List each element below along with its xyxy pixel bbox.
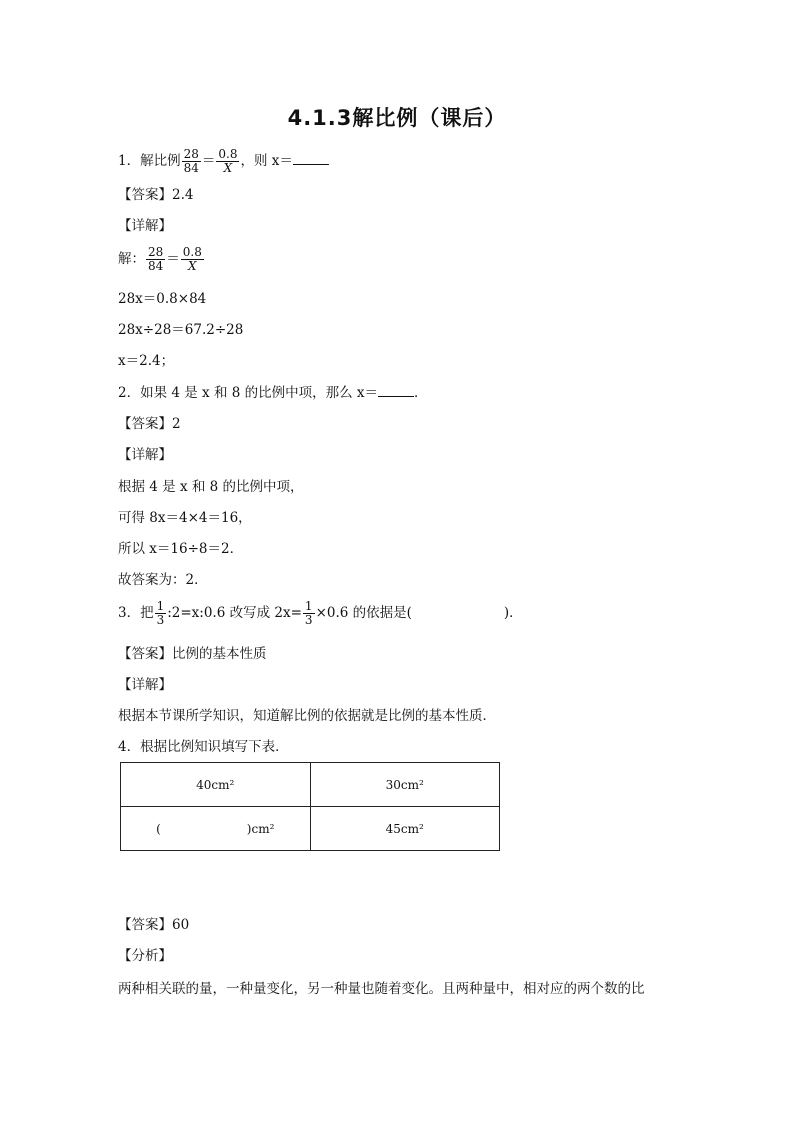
q1-detail-label: 【详解】 [118, 218, 172, 234]
page-title: 4.1.3解比例（课后） [287, 106, 507, 130]
q3-part-3: ×0.6 的依据是( [315, 605, 412, 621]
q4-analysis-text: 两种相关联的量，一种量变化，另一种量也随着变化。且两种量中，相对应的两个数的比 [118, 981, 645, 997]
q1-frac-left-num: 28 [183, 147, 199, 161]
q3-frac1-den: 3 [156, 613, 165, 627]
q3-fraction-2 [303, 600, 315, 627]
q1-solve-fraction-right [181, 246, 204, 273]
q1-answer-line [118, 186, 193, 204]
table-cell: 30cm² [310, 763, 500, 807]
q3-part-1: 3．把 [118, 605, 154, 621]
q1-solve-equals: ＝ [166, 251, 180, 267]
question-1 [118, 148, 329, 175]
q3-part-4: )． [503, 605, 523, 621]
q3-frac2-num: 1 [304, 599, 313, 613]
q1-solve-frac-right-den: X [188, 259, 197, 273]
q4-answer-value: 60 [172, 917, 190, 933]
q1-answer-label: 【答案】 [118, 187, 172, 203]
q1-step-2: 28x÷28＝67.2÷28 [118, 322, 244, 338]
q1-fraction-right [216, 148, 239, 175]
q1-solve-frac-left-num: 28 [148, 245, 164, 259]
q3-frac1-num: 1 [156, 599, 165, 613]
q3-detail-text: 根据本节课所学知识，知道解比例的依据就是比例的基本性质． [118, 708, 496, 724]
q1-frac-left-den: 84 [183, 161, 199, 175]
q2-text: 2．如果 4 是 x 和 8 的比例中项，那么 x＝ [118, 385, 379, 401]
q3-answer-value: 比例的基本性质 [172, 646, 267, 662]
q2-end: ． [414, 385, 428, 401]
q1-frac-right-num: 0.8 [218, 147, 238, 161]
q2-answer-value: 2 [172, 416, 181, 432]
q4-table [120, 762, 500, 851]
table-cell: 45cm² [310, 807, 500, 851]
q2-detail-label: 【详解】 [118, 447, 172, 463]
question-3 [118, 600, 523, 627]
table-cell: 40cm² [121, 763, 311, 807]
q1-solve-prefix: 解： [118, 251, 145, 267]
q3-fraction-1 [155, 600, 167, 627]
q3-detail-label: 【详解】 [118, 677, 172, 693]
q2-line-3: 所以 x＝16÷8＝2． [118, 541, 244, 557]
q3-answer-line [118, 645, 267, 663]
q2-line-1: 根据 4 是 x 和 8 的比例中项， [118, 479, 304, 495]
q1-frac-right-den: X [223, 161, 233, 175]
q3-answer-label: 【答案】 [118, 646, 172, 662]
q2-answer-line [118, 415, 181, 433]
table-blank-close: )cm² [246, 821, 275, 836]
q2-answer-blank[interactable] [378, 384, 414, 397]
q1-step-1: 28x＝0.8×84 [118, 291, 207, 307]
q1-solve-frac-left-den: 84 [148, 259, 164, 273]
table-row [121, 807, 500, 851]
q1-answer-blank[interactable] [293, 152, 329, 165]
q4-answer-line [118, 916, 189, 934]
table-cell-blank [121, 807, 311, 851]
table-row [121, 763, 500, 807]
q2-answer-label: 【答案】 [118, 416, 172, 432]
q2-line-2: 可得 8x＝4×4＝16， [118, 510, 252, 526]
q2-line-4: 故答案为：2． [118, 572, 208, 588]
q3-part-2: :2=x:0.6 改写成 2x= [167, 605, 302, 621]
question-4: 4．根据比例知识填写下表． [118, 739, 289, 755]
q1-equals: ＝ [201, 153, 216, 169]
q1-answer-value: 2.4 [172, 187, 194, 203]
q1-fraction-left [182, 148, 201, 175]
q1-suffix: ，则 x＝ [240, 153, 293, 169]
q1-solve-line [118, 246, 205, 273]
q4-analysis-label: 【分析】 [118, 948, 172, 964]
q3-frac2-den: 3 [304, 613, 313, 627]
q4-answer-label: 【答案】 [118, 917, 172, 933]
q1-solve-frac-right-num: 0.8 [182, 245, 202, 259]
question-2 [118, 384, 428, 402]
q1-solve-fraction-left [146, 246, 165, 273]
table-blank-open: ( [156, 821, 161, 836]
q1-step-3: x＝2.4； [118, 353, 175, 369]
q1-prefix: 1．解比例 [118, 153, 181, 169]
